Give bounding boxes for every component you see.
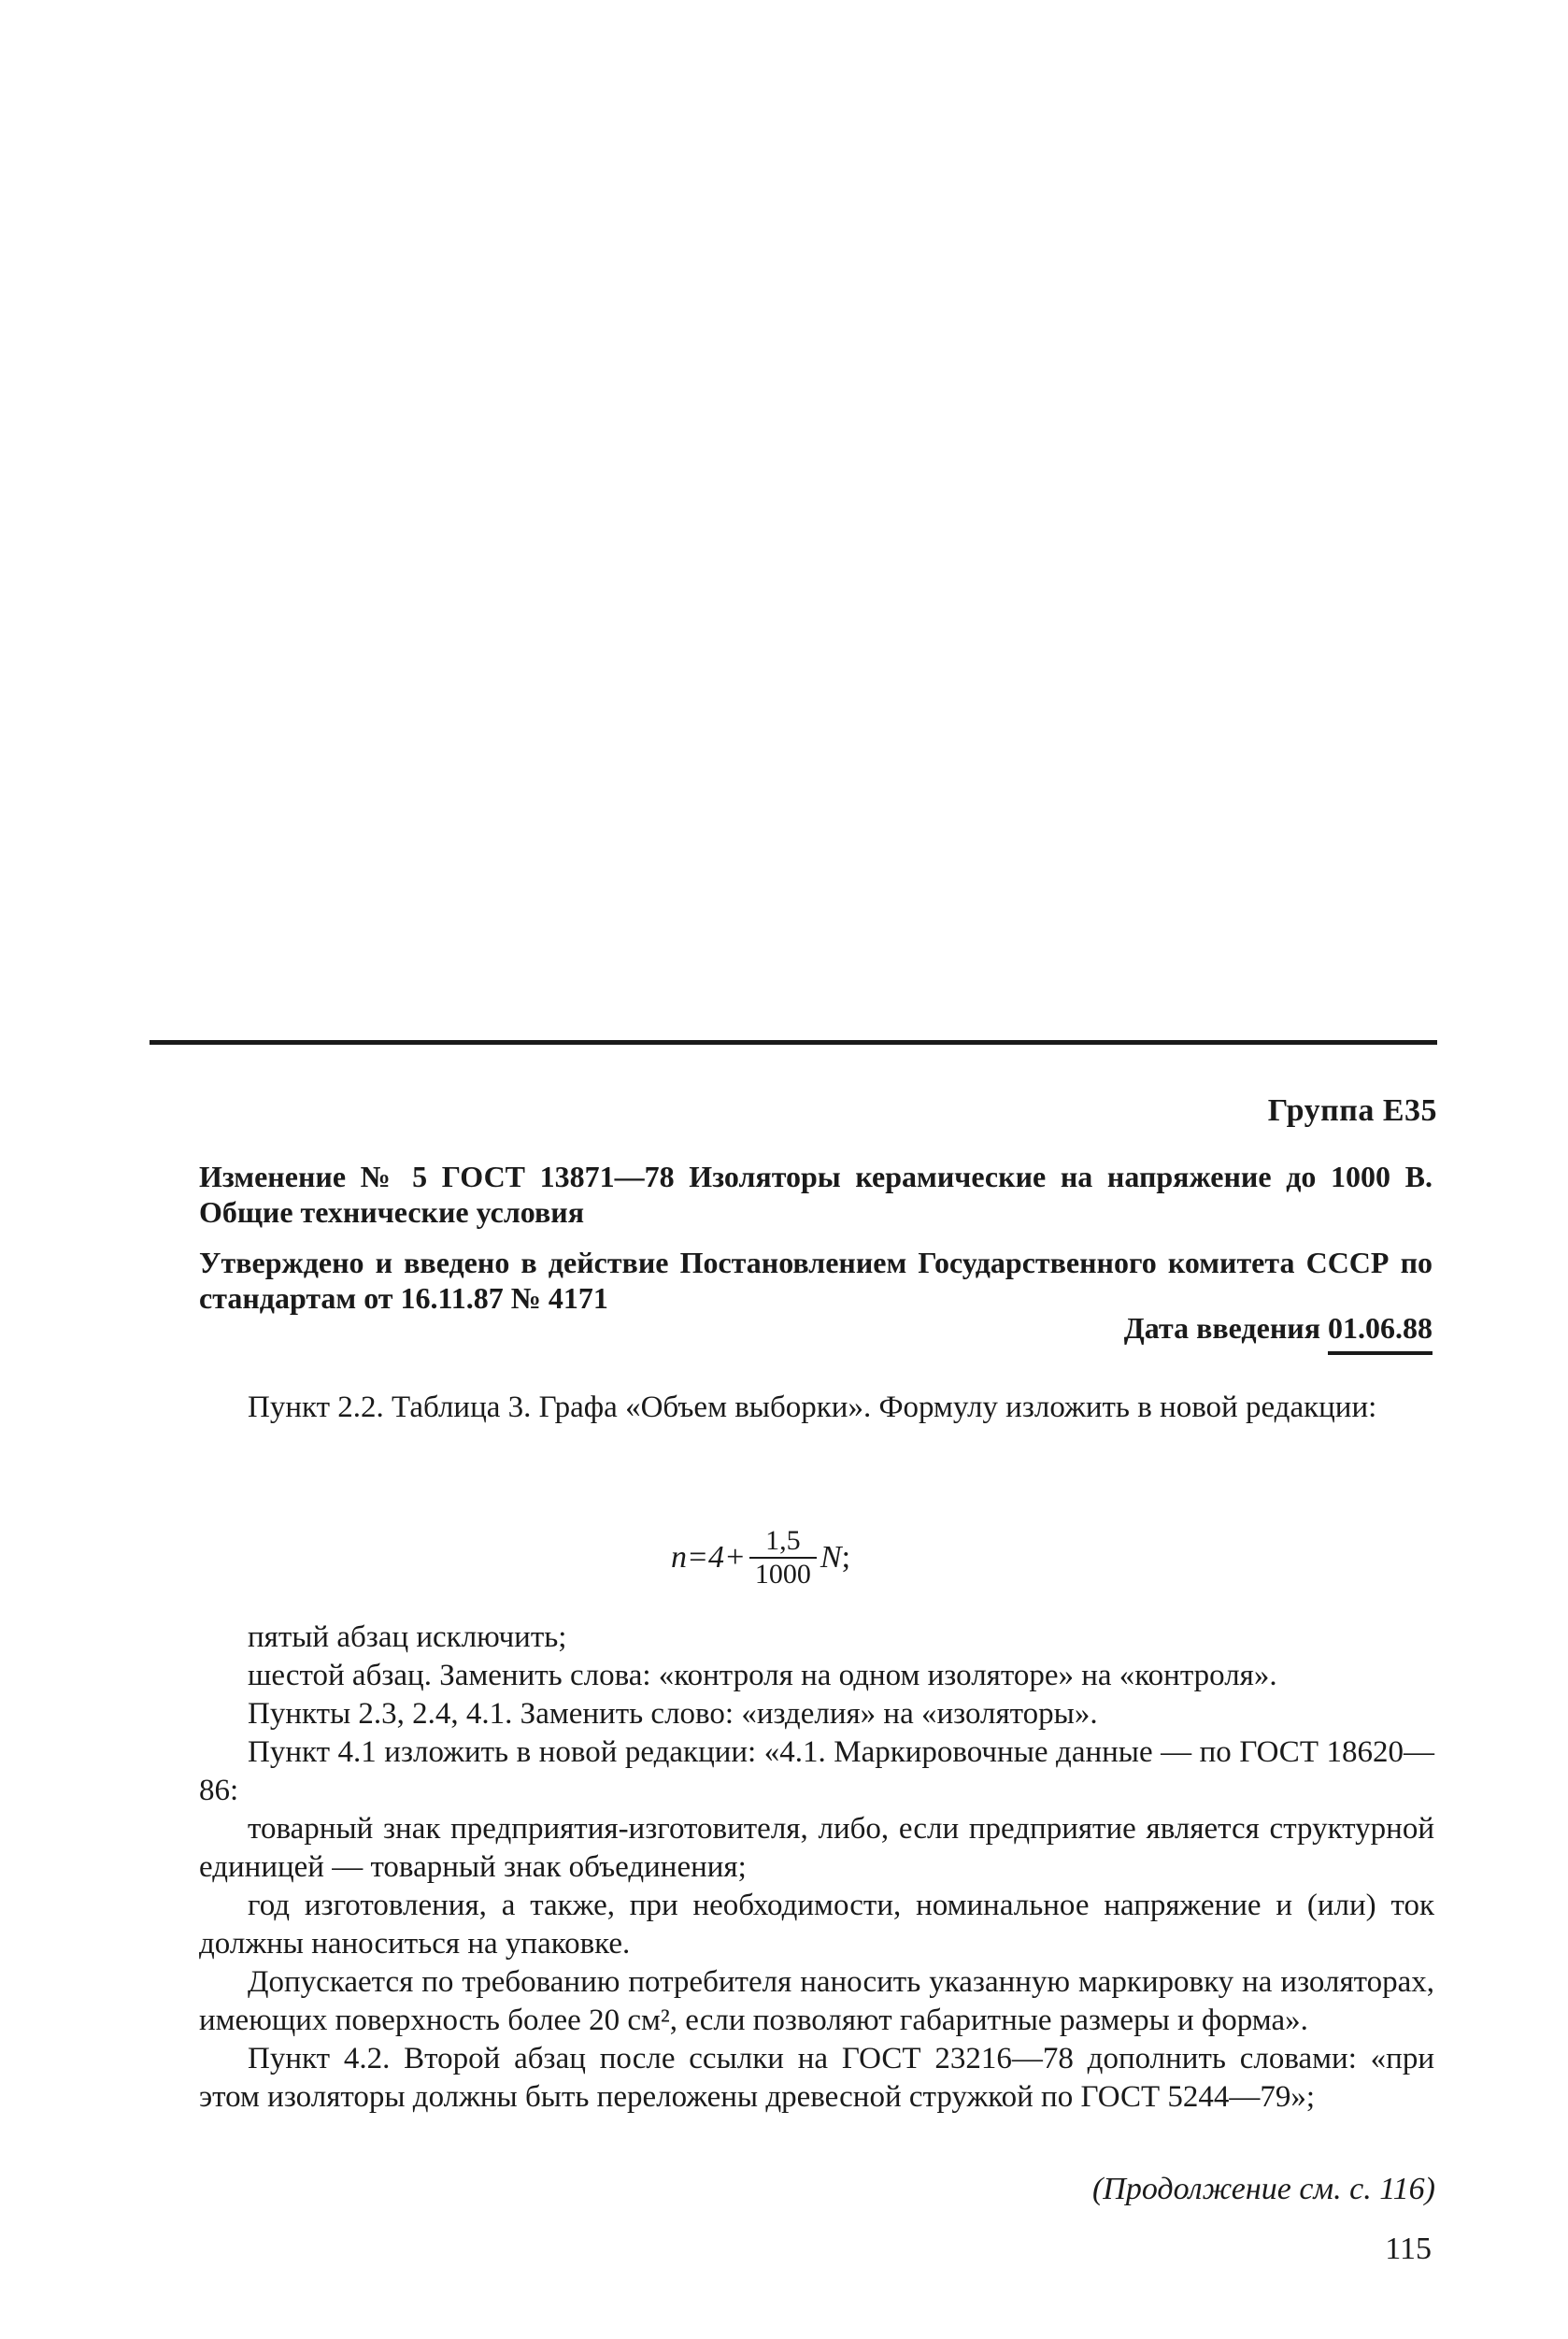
introduction-date — [1124, 1311, 1433, 1355]
formula-tail: ; — [841, 1540, 851, 1575]
formula-variable: N — [820, 1540, 842, 1575]
continued-note: (Продолжение см. с. 116) — [1091, 2172, 1435, 2206]
trademark-paragraph: товарный знак предприятия-изготовителя, либо, если предприятие является структурной единицей — товарный знак объединения; — [199, 1812, 1434, 1884]
clause-4-1: Пункт 4.1 изложить в новой редакции: «4.1. Маркировочные данные — по ГОСТ 18620—86: — [199, 1735, 1434, 1807]
group-code: Группа Е35 — [1267, 1093, 1437, 1128]
sixth-paragraph-note: шестой абзац. Заменить слова: «контроля на одном изоляторе» на «контроля». — [248, 1659, 1277, 1692]
top-rule — [150, 1040, 1437, 1045]
introduction-date-label: Дата введения — [1123, 1311, 1328, 1345]
formula-denominator: 1000 — [754, 1559, 811, 1590]
clauses-2-3-2-4-4-1: Пункты 2.3, 2.4, 4.1. Заменить слово: «изделия» на «изоляторы». — [248, 1697, 1098, 1731]
fifth-paragraph-note: пятый абзац исключить; — [248, 1620, 567, 1654]
clauses-body — [199, 1619, 1434, 2117]
allowed-marking-paragraph: Допускается по требованию потребителя наносить указанную маркировку на изоляторах, имеющих поверхность более 20 см², если позволяют габаритные размеры и форма». — [199, 1965, 1434, 2037]
approval-note: Утверждено и введено в действие Постановлением Государственного комитета СССР по стандартам от 16.11.87 № 4171 — [199, 1246, 1433, 1315]
clause-4-2: Пункт 4.2. Второй абзац после ссылки на ГОСТ 23216—78 дополнить словами: «при этом изоляторы должны быть переложены древесной стружкой по ГОСТ 5244—79»; — [199, 2042, 1434, 2114]
sample-size-formula — [671, 1525, 850, 1590]
formula-lhs: n=4+ — [671, 1540, 746, 1575]
page-number: 115 — [1385, 2232, 1432, 2266]
year-paragraph: год изготовления, а также, при необходимости, номинальное напряжение и (или) ток должны наноситься на упаковке. — [199, 1889, 1434, 1961]
introduction-date-value: 01.06.88 — [1328, 1311, 1433, 1355]
formula-numerator: 1,5 — [765, 1525, 801, 1556]
formula-fraction — [749, 1525, 817, 1590]
clause-2-2 — [199, 1389, 1434, 1427]
clause-2-2-text: Пункт 2.2. Таблица 3. Графа «Объем выборки». Формулу изложить в новой редакции: — [248, 1391, 1377, 1424]
amendment-title: Изменение № 5 ГОСТ 13871—78 Изоляторы керамические на напряжение до 1000 В. Общие технические условия — [199, 1160, 1433, 1229]
